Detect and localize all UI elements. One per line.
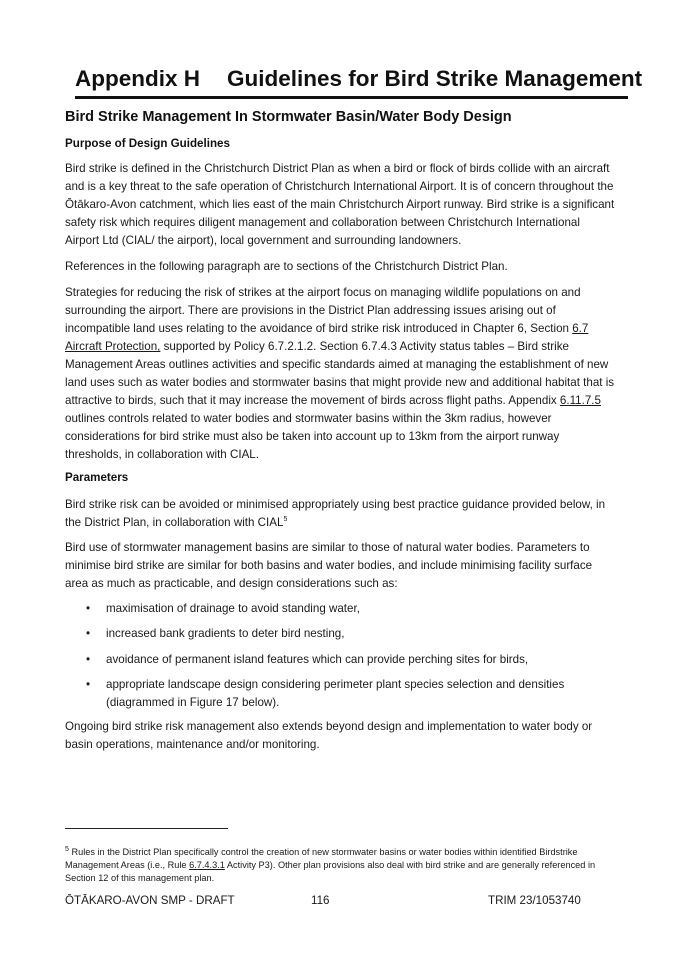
text-line: safety risk which requires diligent management and collaboration between Christchurch International <box>65 216 580 229</box>
text-line: outlines controls related to water bodies and stormwater basins within the 3km radius, however <box>65 412 552 425</box>
text-line: appropriate landscape design considering perimeter plant species selection and densities <box>106 678 565 691</box>
bullet-icon: • <box>86 678 91 691</box>
text-span: incompatible land uses relating to the avoidance of bird strike risk introduced in Chapter 6, Section <box>65 322 573 335</box>
text-line: and is a key threat to the safe operation of Christchurch International Airport. It is of concern throughout the <box>65 180 614 193</box>
text-line: Bird strike risk can be avoided or minimised appropriately using best practice guidance provided below, in <box>65 498 606 511</box>
list-item-text: avoidance of permanent island features which can provide perching sites for birds, <box>106 653 529 666</box>
footnote-reference[interactable]: 5 <box>283 516 288 524</box>
appendix-heading <box>75 66 643 92</box>
text-line: basin operations, maintenance and/or monitoring. <box>65 738 320 751</box>
text-span: attractive to birds, such that it may increase the movement of birds across flight paths. Appendix <box>65 394 560 407</box>
text-line: Airport Ltd (CIAL/ the airport), local government and surrounding landowners. <box>65 234 462 247</box>
text-line: Bird strike is defined in the Christchurch District Plan as when a bird or flock of birds collide with an aircraft <box>65 162 610 175</box>
link-rule-6-7-4-3-1[interactable]: 6.7.4.3.1 <box>189 860 225 870</box>
parameters-paragraph-2 <box>65 539 631 593</box>
text-span: Management Areas (i.e., Rule <box>65 860 190 870</box>
link-section-6-7[interactable]: 6.7 <box>572 322 589 335</box>
text-line: considerations for bird strike must also be taken into account up to 13km from the airport runway <box>65 430 560 443</box>
text-span: Activity P3). Other plan provisions also deal with bird strike and are generally referenced in <box>224 860 596 870</box>
purpose-paragraph-2 <box>65 258 631 276</box>
heading-rule <box>75 96 628 99</box>
purpose-paragraph-3 <box>65 284 631 464</box>
text-line: References in the following paragraph are to sections of the Christchurch District Plan. <box>65 260 508 273</box>
list-item-text: maximisation of drainage to avoid standing water, <box>106 602 360 615</box>
text-line: Strategies for reducing the risk of strikes at the airport focus on managing wildlife populations on and <box>65 286 581 299</box>
text-line: Ongoing bird strike risk management also extends beyond design and implementation to water body or <box>65 720 593 733</box>
text-line <box>65 514 631 532</box>
appendix-title: Guidelines for Bird Strike Management <box>227 66 643 91</box>
footer-trim-reference: TRIM 23/1053740 <box>488 894 581 907</box>
purpose-heading: Purpose of Design Guidelines <box>65 137 230 150</box>
parameters-paragraph-3 <box>65 718 631 754</box>
footnote-number: 5 <box>65 845 69 853</box>
footnote <box>65 846 625 885</box>
parameters-paragraph-1 <box>65 496 631 532</box>
section-title: Bird Strike Management In Stormwater Basin/Water Body Design <box>65 109 512 125</box>
purpose-paragraph-1 <box>65 160 631 250</box>
link-appendix-6-11-7-5[interactable]: 6.11.7.5 <box>559 394 601 407</box>
text-line: Management Areas outlines activities and specific standards aimed at managing the establishment of new <box>65 358 609 371</box>
footnote-separator <box>65 828 228 829</box>
text-line <box>65 392 631 410</box>
text-line: area as much as practicable, and design considerations such as: <box>65 577 398 590</box>
bullet-icon: • <box>86 627 91 640</box>
text-line <box>65 859 625 872</box>
list-item-text <box>106 676 631 712</box>
text-line: surrounding the airport. There are provisions in the District Plan addressing issues arising out of <box>65 304 556 317</box>
text-span: the District Plan, in collaboration with CIAL <box>65 516 284 529</box>
text-line <box>65 320 631 338</box>
text-line: Section 12 of this management plan. <box>65 873 215 883</box>
appendix-label: Appendix H <box>75 66 201 91</box>
text-line: land uses such as water bodies and stormwater basins that might provide new and additional habitat that is <box>65 376 615 389</box>
text-span: Rules in the District Plan specifically control the creation of new stormwater basins or water bodies within identified Birdstrike <box>68 847 578 857</box>
text-line <box>65 338 631 356</box>
bullet-icon: • <box>86 602 91 615</box>
text-span: supported by Policy 6.7.2.1.2. Section 6.7.4.3 Activity status tables – Bird strike <box>160 340 569 353</box>
text-line: (diagrammed in Figure 17 below). <box>106 696 280 709</box>
text-line <box>65 846 625 859</box>
text-line: thresholds, in collaboration with CIAL. <box>65 448 259 461</box>
list-item-text: increased bank gradients to deter bird nesting, <box>106 627 345 640</box>
text-line: Bird use of stormwater management basins are similar to those of natural water bodies. Parameters to <box>65 541 590 554</box>
link-aircraft-protection[interactable]: Aircraft Protection, <box>65 340 161 353</box>
bullet-icon: • <box>86 653 91 666</box>
text-line: Ōtākaro-Avon catchment, which lies east of the main Christchurch Airport runway. Bird strike is a significant <box>65 198 615 211</box>
text-line: minimise bird strike are similar for both basins and water bodies, and include minimising facility surface <box>65 559 593 572</box>
footer-document-name: ŌTĀKARO-AVON SMP - DRAFT <box>65 894 235 907</box>
footer-page-number: 116 <box>311 894 330 907</box>
parameters-heading: Parameters <box>65 471 129 484</box>
